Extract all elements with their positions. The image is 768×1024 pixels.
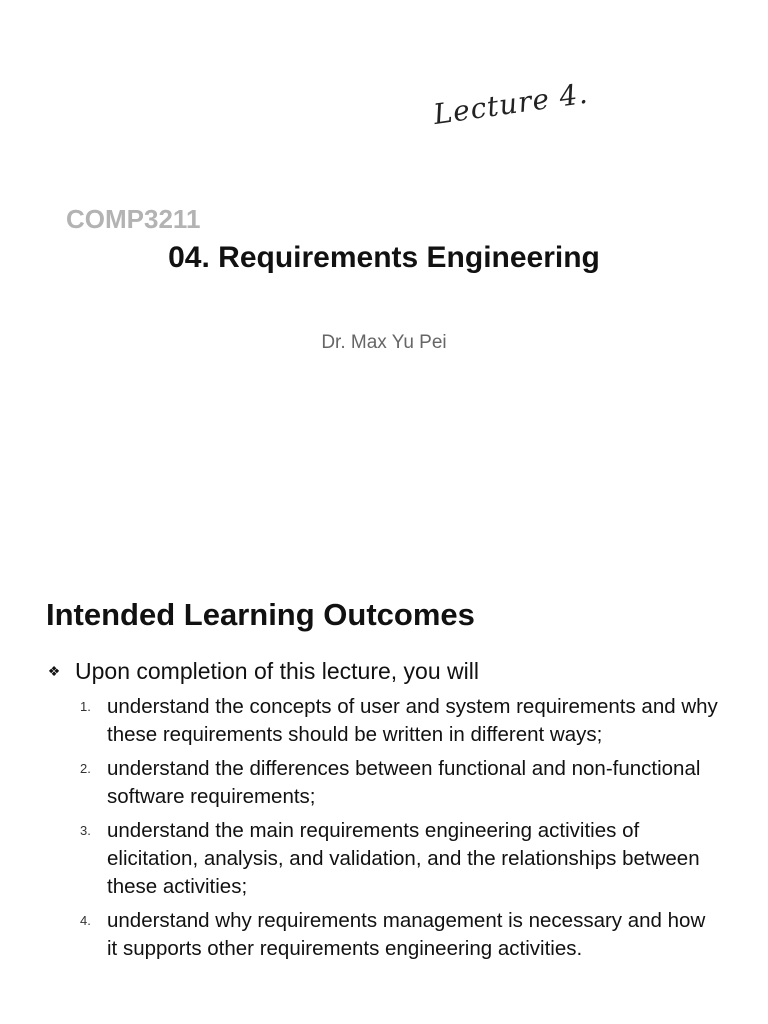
outcome-text: understand the concepts of user and system requirements and why these requirements should be written in different ways; bbox=[107, 695, 718, 746]
author-name: Dr. Max Yu Pei bbox=[321, 332, 447, 353]
outcome-number: 2. bbox=[80, 761, 91, 776]
outcome-text: understand the differences between functional and non-functional software requirements; bbox=[107, 757, 701, 808]
handwritten-annotation: Lecture 4. bbox=[431, 76, 591, 131]
diamond-bullet-icon: ❖ bbox=[47, 663, 61, 679]
outcome-item bbox=[80, 817, 720, 901]
lecture-title: 04. Requirements Engineering bbox=[168, 241, 600, 274]
outcome-item bbox=[80, 693, 720, 749]
outcomes-list bbox=[80, 693, 720, 969]
outcome-text: understand why requirements management is necessary and how it supports other requirements engineering activities. bbox=[107, 909, 706, 960]
course-code: COMP3211 bbox=[66, 204, 201, 234]
section-heading: Intended Learning Outcomes bbox=[46, 597, 475, 632]
outcome-item bbox=[80, 907, 720, 963]
outcome-text: understand the main requirements engineering activities of elicitation, analysis, and validation, and the relationships between these activities; bbox=[107, 819, 700, 898]
outcome-item bbox=[80, 755, 720, 811]
outcome-number: 1. bbox=[80, 699, 91, 714]
intro-text: Upon completion of this lecture, you will bbox=[75, 658, 479, 684]
outcome-number: 4. bbox=[80, 913, 91, 928]
intro-line bbox=[46, 658, 479, 685]
learning-outcomes-slide bbox=[0, 512, 768, 1024]
outcome-number: 3. bbox=[80, 823, 91, 838]
